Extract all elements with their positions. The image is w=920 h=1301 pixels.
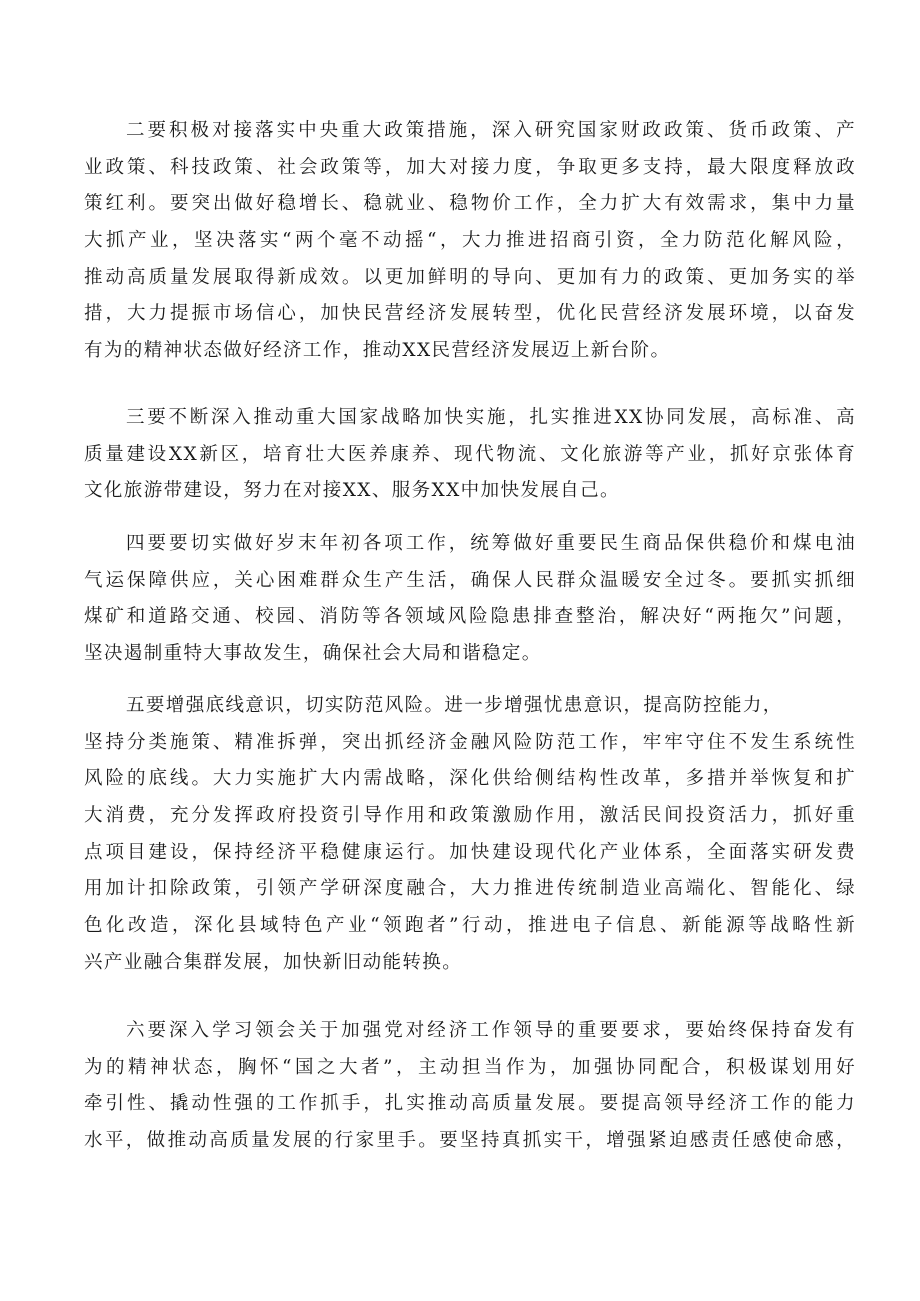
paragraph-5 (84, 688, 856, 982)
paragraph-line: 气运保障供应，关心困难群众生产生活，确保人民群众温暖安全过冬。要抓实抓细 (84, 569, 856, 591)
paragraph-line: 文化旅游带建设，努力在对接XX、服务XX中加快发展自己。 (84, 480, 620, 502)
paragraph-line: 四要要切实做好岁末年初各项工作，统筹做好重要民生商品保供稳价和煤电油 (126, 533, 856, 554)
paragraph-line: 兴产业融合集群发展，加快新旧动能转换。 (84, 951, 463, 973)
paragraph-2 (84, 113, 856, 370)
paragraph-line: 大消费，充分发挥政府投资引导作用和政策激励作用，激活民间投资活力，抓好重 (84, 805, 856, 827)
paragraph-line: 风险的底线。大力实施扩大内需战略，深化供给侧结构性改革，多措并举恢复和扩 (84, 768, 856, 790)
paragraph-line: 色化改造，深化县域特色产业“领跑者”行动，推进电子信息、新能源等战略性新 (84, 915, 856, 937)
paragraph-line: 为的精神状态，胸怀“国之大者”，主动担当作为，加强协同配合，积极谋划用好 (84, 1056, 856, 1078)
paragraph-line: 水平，做推动高质量发展的行家里手。要坚持真抓实干，增强紧迫感责任感使命感， (84, 1130, 856, 1152)
paragraph-line: 点项目建设，保持经济平稳健康运行。加快建设现代化产业体系，全面落实研发费 (84, 841, 856, 863)
paragraph-line: 措，大力提振市场信心，加快民营经济发展转型，优化民营经济发展环境，以奋发 (84, 303, 856, 325)
paragraph-line: 质量建设XX新区，培育壮大医养康养、现代物流、文化旅游等产业，抓好京张体育 (84, 443, 856, 465)
paragraph-line: 煤矿和道路交通、校园、消防等各领域风险隐患排查整治，解决好“两拖欠”问题， (84, 606, 856, 628)
paragraph-line: 六要深入学习领会关于加强党对经济工作领导的重要要求，要始终保持奋发有 (126, 1020, 856, 1041)
paragraph-line: 坚决遏制重特大事故发生，确保社会大局和谐稳定。 (84, 643, 542, 665)
paragraph-line: 策红利。要突出做好稳增长、稳就业、稳物价工作，全力扩大有效需求，集中力量 (84, 193, 856, 215)
paragraph-6 (84, 1013, 856, 1160)
paragraph-line: 业政策、科技政策、社会政策等，加大对接力度，争取更多支持，最大限度释放政 (84, 156, 856, 178)
paragraph-3 (84, 400, 856, 510)
paragraph-line: 用加计扣除政策，引领产学研深度融合，大力推进传统制造业高端化、智能化、绿 (84, 878, 856, 900)
paragraph-line: 推动高质量发展取得新成效。以更加鲜明的导向、更加有力的政策、更加务实的举 (84, 266, 856, 288)
paragraph-line: 五要增强底线意识，切实防范风险。进一步增强忧患意识，提高防控能力， (126, 695, 783, 716)
paragraph-line: 坚持分类施策、精准拆弹，突出抓经济金融风险防范工作，牢牢守住不发生系统性 (84, 731, 856, 753)
paragraph-line: 有为的精神状态做好经济工作，推动XX民营经济发展迈上新台阶。 (84, 340, 671, 362)
paragraph-line: 牵引性、撬动性强的工作抓手，扎实推动高质量发展。要提高领导经济工作的能力 (84, 1093, 856, 1115)
paragraph-4 (84, 526, 856, 673)
paragraph-line: 三要不断深入推动重大国家战略加快实施，扎实推进XX协同发展，高标准、高 (126, 407, 856, 428)
paragraph-line: 大抓产业，坚决落实“两个毫不动摇“，大力推进招商引资，全力防范化解风险， (84, 230, 856, 252)
paragraph-line: 二要积极对接落实中央重大政策措施，深入研究国家财政政策、货币政策、产 (126, 120, 856, 141)
